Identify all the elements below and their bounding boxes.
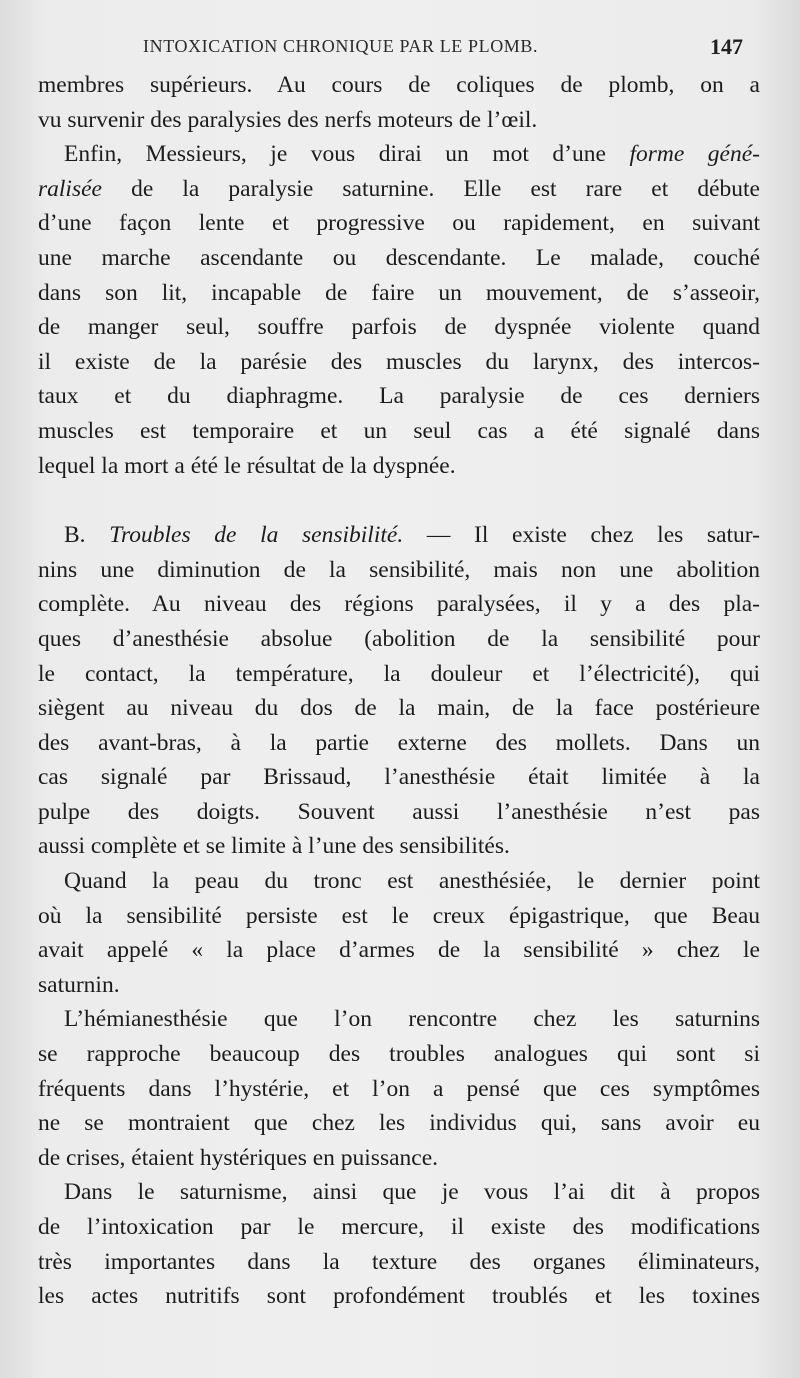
text-line: très importantes dans la texture des organes éliminateurs,: [38, 1248, 760, 1275]
emphasis: forme géné-: [629, 141, 760, 168]
page-header: [143, 34, 743, 62]
text-line: L’hémianesthésie que l’on rencontre chez les saturnins: [64, 1006, 760, 1033]
text-line: cas signalé par Brissaud, l’anesthésie était limitée à la: [38, 764, 760, 791]
running-title: INTOXICATION CHRONIQUE PAR LE PLOMB.: [143, 36, 539, 56]
text-line: où la sensibilité persiste est le creux épigastrique, que Beau: [38, 902, 760, 929]
text-line: siègent au niveau du dos de la main, de la face postérieure: [38, 695, 760, 722]
text-line: de l’intoxication par le mercure, il existe des modifications: [38, 1214, 760, 1240]
text-line: de crises, étaient hystériques en puissance.: [38, 1144, 439, 1171]
text-line: des avant-bras, à la partie externe des mollets. Dans un: [38, 729, 760, 756]
text-line: taux et du diaphragme. La paralysie de ces derniers: [38, 383, 760, 410]
text-line: saturnin.: [38, 971, 120, 998]
text-line: aussi complète et se limite à l’une des sensibilités.: [38, 833, 510, 860]
text-line: avait appelé « la place d’armes de la sensibilité » chez le: [38, 937, 760, 964]
text-line: ne se montraient que chez les individus qui, sans avoir eu: [38, 1110, 760, 1137]
section-gap: [38, 483, 760, 518]
section-heading: Troubles de la sensibilité.: [109, 522, 404, 549]
text-line: se rapproche beaucoup des troubles analogues qui sont si: [38, 1041, 760, 1068]
emphasis: ralisée: [38, 175, 102, 202]
text-line: une marche ascendante ou descendante. Le malade, couché: [38, 244, 760, 271]
text-line: de manger seul, souffre parfois de dyspnée violente quand: [38, 314, 760, 341]
text-line: ques d’anesthésie absolue (abolition de la sensibilité pour: [38, 625, 760, 652]
body-text: [38, 68, 760, 1314]
text-line: Quand la peau du tronc est anesthésiée, le dernier point: [64, 868, 760, 895]
text-line: les actes nutritifs sont profondément troublés et les toxines: [38, 1283, 760, 1310]
section-heading-line: B. Troubles de la sensibilité. — Il existe chez les satur-: [64, 522, 760, 549]
text-line: membres supérieurs. Au cours de coliques de plomb, on a: [38, 72, 760, 98]
text-line: Enfin, Messieurs, je vous dirai un mot d’une forme géné-: [64, 141, 760, 168]
text-line: muscles est temporaire et un seul cas a été signalé dans: [38, 417, 760, 444]
text-line: pulpe des doigts. Souvent aussi l’anesthésie n’est pas: [38, 798, 760, 825]
text-line: ralisée de la paralysie saturnine. Elle est rare et débute: [38, 175, 760, 202]
text-line: il existe de la parésie des muscles du larynx, des intercos-: [38, 348, 760, 375]
page-number: 147: [710, 34, 743, 59]
text-line: le contact, la température, la douleur et l’électricité), qui: [38, 660, 760, 687]
text-line: complète. Au niveau des régions paralysées, il y a des pla-: [38, 591, 760, 618]
text-line: vu survenir des paralysies des nerfs moteurs de l’œil.: [38, 106, 538, 133]
text-line: nins une diminution de la sensibilité, mais non une abolition: [38, 556, 760, 583]
text-line: d’une façon lente et progressive ou rapidement, en suivant: [38, 210, 760, 237]
text-line: Dans le saturnisme, ainsi que je vous l’ai dit à propos: [64, 1179, 760, 1206]
text-line: dans son lit, incapable de faire un mouvement, de s’asseoir,: [38, 279, 760, 306]
text-line: fréquents dans l’hystérie, et l’on a pensé que ces symptômes: [38, 1075, 760, 1102]
text-line: lequel la mort a été le résultat de la dyspnée.: [38, 452, 456, 479]
